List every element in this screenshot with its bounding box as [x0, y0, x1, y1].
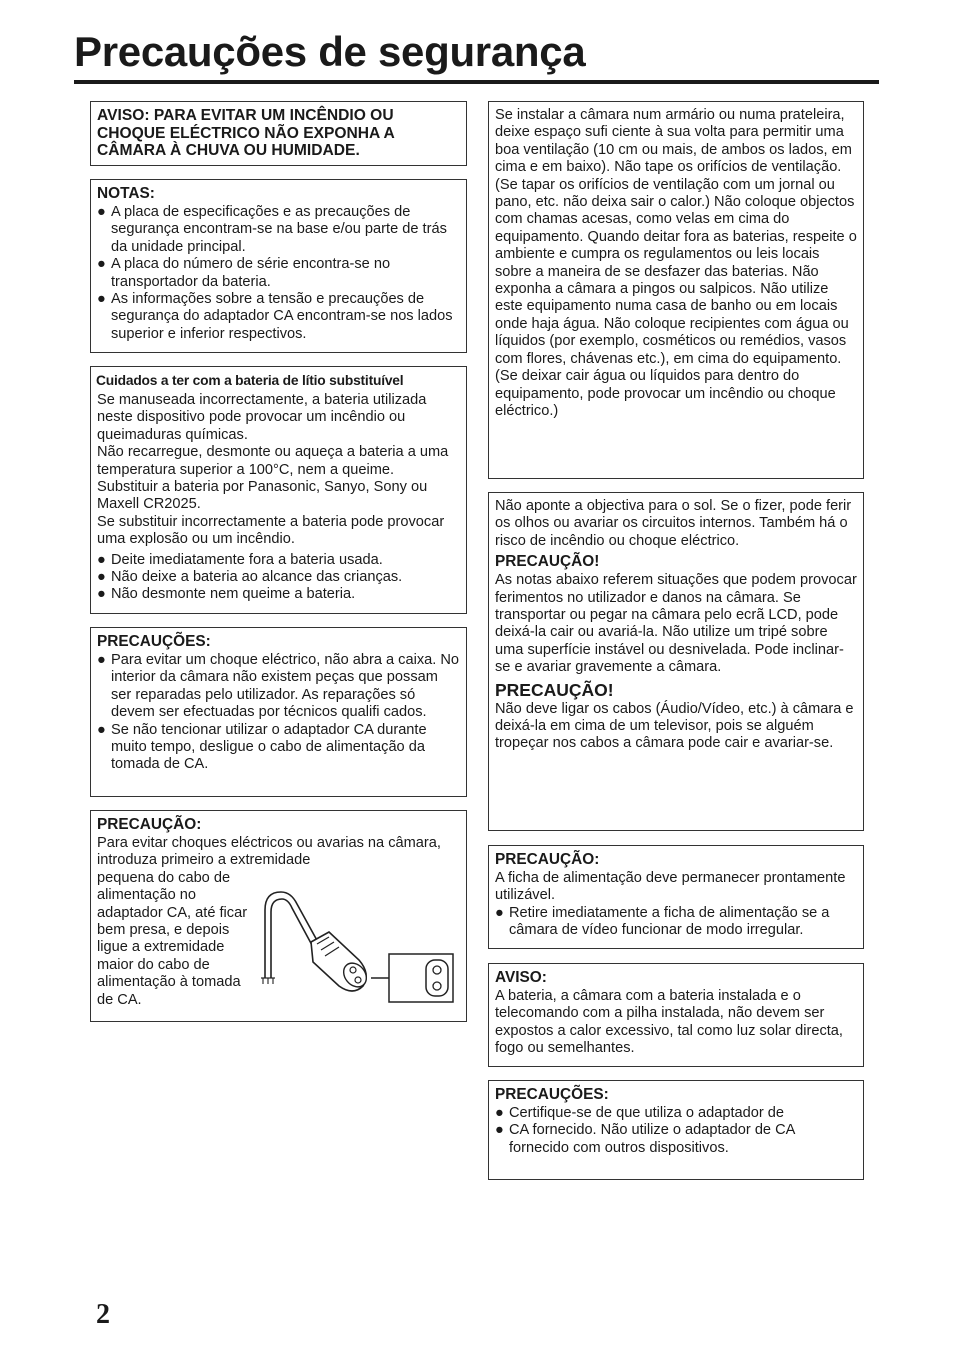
notes-bullet: ● A placa de especificações e as precauções de segurança encontram-se na base e/ou parte de trás da unidade principal. — [97, 204, 447, 255]
lithium-battery-box — [90, 366, 467, 614]
power-plug-caution-box — [90, 810, 467, 1022]
page-number: 2 — [96, 1299, 110, 1330]
warning-line-1: AVISO: PARA EVITAR UM INCÊNDIO OU — [97, 107, 394, 124]
precautions-heading: PRECAUÇÕES: — [97, 633, 211, 650]
adapter-precautions-heading: PRECAUÇÕES: — [495, 1086, 609, 1103]
sun-caution-box — [488, 492, 864, 831]
battery-paragraph: Não recarregue, desmonte ou aqueça a bateria a uma temperatura superior a 100°C, nem a queime. — [97, 444, 449, 478]
notes-bullet: ● As informações sobre a tensão e precauções de segurança do adaptador CA encontram-se nos lados superior e inferior respectivos. — [97, 291, 453, 342]
precautions-box — [90, 627, 467, 797]
battery-paragraph: Substituir a bateria por Panasonic, Sanyo, Sony ou Maxell CR2025. — [97, 479, 428, 513]
warning-line-2: CHOQUE ELÉCTRICO NÃO EXPONHA A — [97, 124, 395, 142]
caution-text-2: Não deve ligar os cabos (Áudio/Vídeo, etc.) à câmara e deixá-la em cima de um televisor, pois se alguém tropeçar nos cabos a câmara pode cair e avariar-se. — [495, 700, 854, 752]
power-plug-instructions: pequena do cabo de alimentação no adaptador CA, até ficar bem presa, e depois ligue a extremidade maior do cabo de alimentação à tomada de CA. — [97, 869, 248, 1008]
power-plug-caution-heading: PRECAUÇÃO: — [97, 816, 202, 833]
heat-warning-box — [488, 963, 864, 1067]
title-rule — [74, 80, 879, 84]
battery-bullet: ● Não desmonte nem queime a bateria. — [97, 586, 356, 603]
battery-bullet: ● Não deixe a bateria ao alcance das crianças. — [97, 569, 403, 586]
battery-paragraph: Se manuseada incorrectamente, a bateria utilizada neste dispositivo pode provocar um incêndio ou queimaduras químicas. — [97, 392, 427, 443]
power-plug-access-box — [488, 845, 864, 949]
caution-heading-2: PRECAUÇÃO! — [495, 679, 614, 700]
power-plug-intro: Para evitar choques eléctricos ou avarias na câmara, introduza primeiro a extremidade — [97, 835, 441, 869]
warning-line-3: CÂMARA À CHUVA OU HUMIDADE. — [97, 142, 360, 160]
plug-access-heading: PRECAUÇÃO: — [495, 851, 600, 868]
adapter-precautions-box — [488, 1080, 864, 1180]
ventilation-text: Se instalar a câmara num armário ou numa prateleira, deixe espaço sufi ciente à sua volta para permitir uma boa ventilação (10 cm ou mais, de ambos os lados, em cima e em baixo). Não tape os orifícios de ventilação. (Se tapar os orifícios de ventilação com um jornal ou pano, etc. não deixa sair o calor.) Não coloque objectos com chamas acesas, como velas em cima do equipamento. Quando deitar fora as baterias, respeite o ambiente e cumpra os regulamentos ou leis locais sobre a maneira de se desfazer das baterias. Não exponha a câmara a pingos ou salpicos. Não utilize este equipamento numa casa de banho ou em locais onde haja água. Não coloque recipientes com água ou líquidos (por exemplo, cosméticos ou remédios, vasos com flores, chávenas etc.), em cima do equipamento. (Se deixar cair água ou líquidos para dentro do equipamento, pode provocar um incêndio ou choque eléctrico.) — [495, 107, 857, 419]
precautions-bullet: ● Se não tencionar utilizar o adaptador CA durante muito tempo, desligue o cabo de alimentação da tomada de CA. — [97, 721, 427, 773]
battery-paragraph: Se substituir incorrectamente a bateria pode provocar uma explosão ou um incêndio. — [97, 513, 445, 548]
lithium-battery-heading: Cuidados a ter com a bateria de lítio substituível — [96, 373, 404, 388]
power-plug-illustration-icon — [259, 882, 459, 1006]
notes-heading: NOTAS: — [97, 185, 155, 202]
plug-access-bullet: ● Retire imediatamente a ficha de alimentação se a câmara de vídeo funcionar de modo irregular. — [495, 904, 830, 939]
notes-box — [90, 179, 467, 353]
adapter-bullet: ● CA fornecido. Não utilize o adaptador de CA fornecido com outros dispositivos. — [495, 1122, 795, 1156]
page-title: Precauções de segurança — [74, 28, 586, 75]
precautions-bullet: ● Para evitar um choque eléctrico, não abra a caixa. No interior da câmara não existem peças que possam ser reparadas pelo utilizador. As reparações só devem ser efectuadas por técnicos qualifi cados. — [97, 652, 460, 721]
ventilation-box — [488, 101, 864, 479]
caution-text-1: As notas abaixo referem situações que podem provocar ferimentos no utilizador e danos na câmara. Se transportar ou pegar na câmara pelo ecrã LCD, pode deixá-la cair ou avariá-la. Não utilize um tripé sobre uma superfície instável ou desnivelada. Pode inclinar-se e avariar gravemente a câmara. — [495, 572, 857, 676]
sun-warning-text: Não aponte a objectiva para o sol. Se o fizer, pode ferir os olhos ou avariar os circuitos internos. Também há o risco de incêndio ou choque eléctrico. — [495, 498, 852, 549]
plug-access-text: A ficha de alimentação deve permanecer prontamente utilizável. — [495, 870, 846, 904]
warning-box — [90, 101, 467, 166]
heat-warning-text: A bateria, a câmara com a bateria instalada e o telecomando com a pilha instalada, não devem ser expostos a calor excessivo, tal como luz solar directa, fogo ou semelhantes. — [495, 988, 843, 1057]
adapter-bullet: ● Certifique-se de que utiliza o adaptador de — [495, 1105, 785, 1121]
battery-bullet: ● Deite imediatamente fora a bateria usada. — [97, 551, 383, 568]
caution-heading-1: PRECAUÇÃO! — [495, 553, 600, 571]
plug-figure-area — [97, 870, 460, 1009]
heat-warning-heading: AVISO: — [495, 969, 547, 986]
notes-bullet: ● A placa do número de série encontra-se no transportador da bateria. — [97, 256, 391, 290]
